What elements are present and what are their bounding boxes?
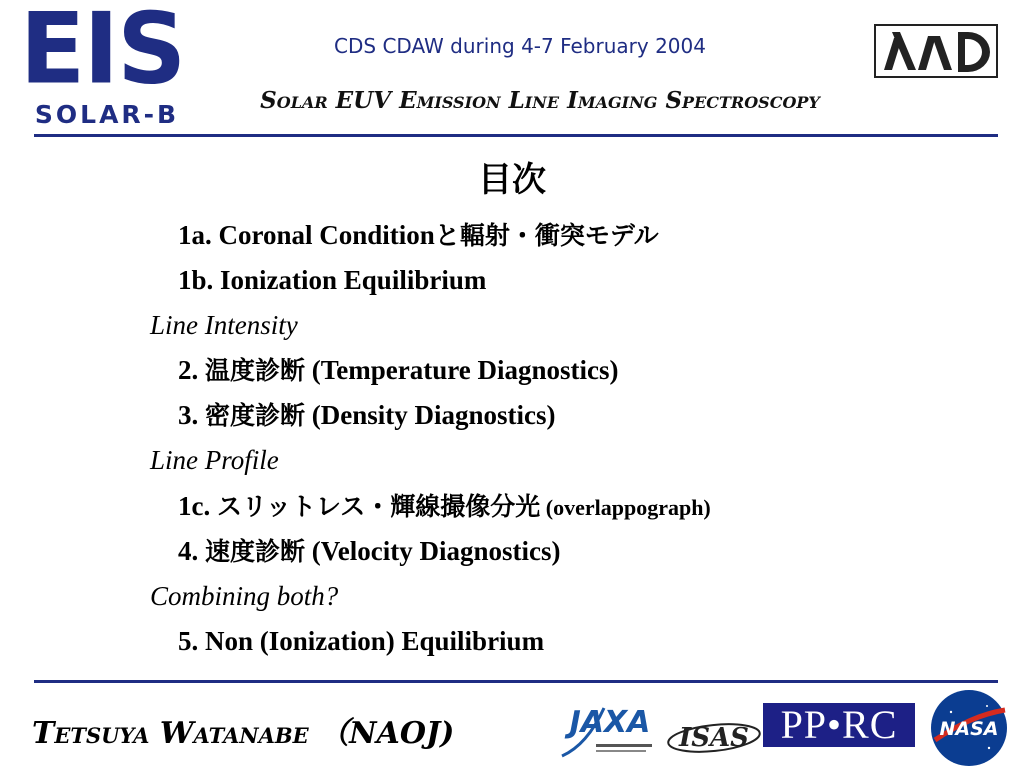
solar-b-logo-text: SOLAR-B <box>34 100 180 129</box>
section-combining-both: Combining both? <box>150 581 339 611</box>
isas-logo <box>664 716 764 756</box>
toc-item-2-prefix: 2. <box>178 355 205 385</box>
isas-logo-text: ISAS <box>679 723 749 753</box>
toc-item-3-prefix: 3. <box>178 400 205 430</box>
toc-item-1a-prefix: 1a. Coronal Condition <box>178 220 435 250</box>
toc-item-5: 5. Non (Ionization) Equilibrium <box>178 626 545 656</box>
toc-item-3-jp: 密度診断 <box>205 401 306 430</box>
header-rule <box>34 134 998 137</box>
toc-item-1a-jp: と輻射・衝突モデル <box>434 221 659 250</box>
nasa-logo-text: NASA <box>939 718 999 740</box>
toc-item-1b: 1b. Ionization Equilibrium <box>178 265 487 295</box>
eis-logo-text: EIS <box>19 0 185 107</box>
toc-item-2-suffix: (Temperature Diagnostics) <box>305 355 619 385</box>
author-name: Tetsuya Watanabe （NAOJ) <box>32 716 455 751</box>
slide-subtitle: Solar EUV Emission Line Imaging Spectroscopy <box>260 87 820 114</box>
nao-logo <box>874 24 998 78</box>
toc-item-4-suffix: (Velocity Diagnostics) <box>305 536 561 566</box>
jaxa-logo-text: JAXA <box>569 705 651 740</box>
toc-item-1c <box>178 489 711 525</box>
toc-item-1c-suffix: (overlappograph) <box>540 495 711 520</box>
section-line-profile: Line Profile <box>150 445 279 475</box>
toc-item-2 <box>178 353 618 388</box>
conference-line: CDS CDAW during 4-7 February 2004 <box>334 34 706 58</box>
toc-item-1a <box>178 218 659 253</box>
eis-solar-b-logo <box>14 0 190 130</box>
pparc-logo: PP•RC <box>763 703 915 747</box>
nasa-logo <box>929 688 1009 768</box>
toc-item-4-prefix: 4. <box>178 536 205 566</box>
toc-item-4 <box>178 534 561 569</box>
toc-item-1c-jp: スリットレス・輝線撮像分光 <box>216 492 541 521</box>
toc-item-4-jp: 速度診断 <box>205 537 306 566</box>
toc-item-3-suffix: (Density Diagnostics) <box>305 400 556 430</box>
section-line-intensity: Line Intensity <box>150 310 298 340</box>
jaxa-logo <box>560 700 660 762</box>
toc-item-1c-prefix: 1c. <box>178 491 217 521</box>
footer-rule <box>34 680 998 683</box>
toc-item-2-jp: 温度診断 <box>205 356 306 385</box>
toc-item-3 <box>178 398 556 433</box>
toc-heading: 目次 <box>478 160 546 200</box>
